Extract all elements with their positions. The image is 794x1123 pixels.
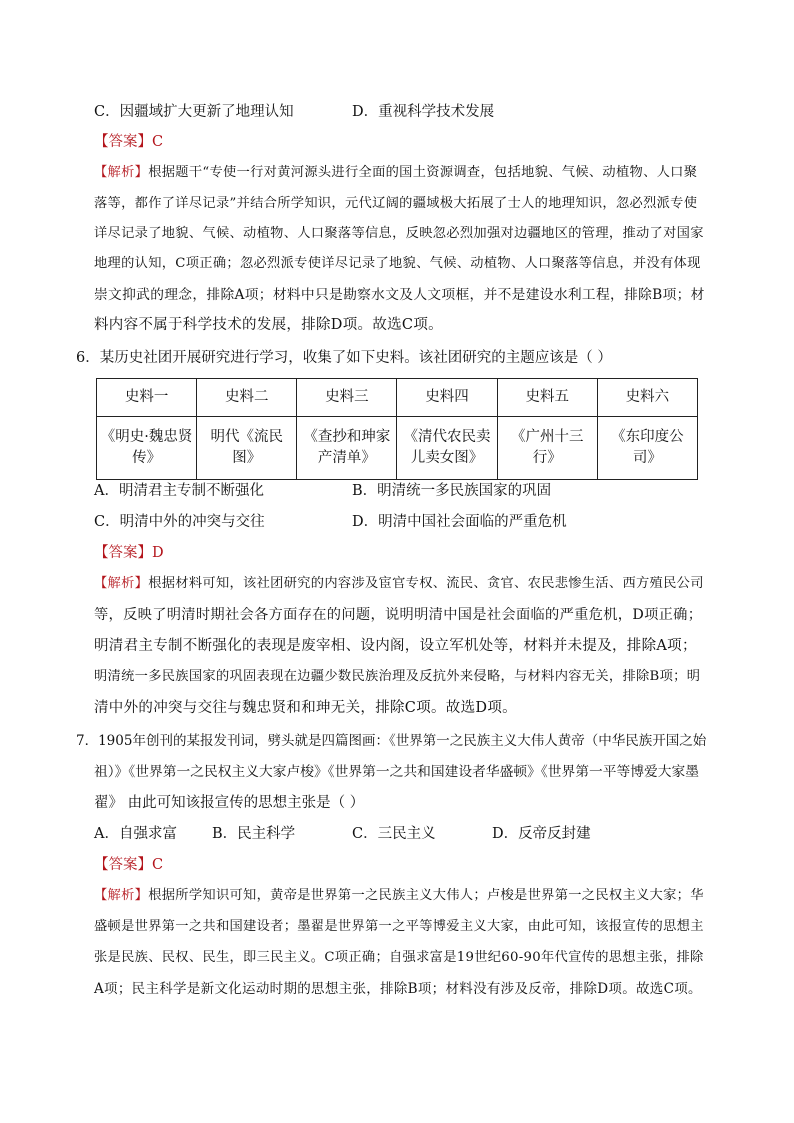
q6-option-c: C．明清中外的冲突与交往 (94, 514, 265, 530)
q6-source-table (96, 378, 698, 480)
table-header-cell: 史料一 (97, 379, 197, 417)
answer-value: D (152, 545, 164, 561)
table-cell: 明代《流民图》 (197, 417, 297, 480)
q6-option-d: D．明清中国社会面临的严重危机 (352, 514, 567, 530)
q5-option-c: C．因疆域扩大更新了地理认知 (94, 104, 294, 120)
q7-analysis-line: 【解析】根据所学知识可知，黄帝是世界第一之民族主义大伟人；卢梭是世界第一之民权主义大家；华 (94, 888, 704, 903)
table-header-row (97, 379, 698, 417)
table-header-cell: 史料五 (497, 379, 597, 417)
table-cell: 《清代农民卖儿卖女图》 (397, 417, 497, 480)
q6-analysis-line: 清中外的冲突与交往与魏忠贤和和珅无关，排除C项。故选D项。 (94, 700, 517, 716)
table-header-cell: 史料三 (297, 379, 397, 417)
q5-analysis-line: 崇文抑武的理念，排除A项；材料中只是勘察水文及人文项框，并不是建设水利工程，排除B项；材 (94, 287, 705, 303)
q7-option-a: A．自强求富 (94, 826, 177, 842)
answer-value: C (152, 134, 164, 150)
q5-analysis-line: 地理的认知，C项正确；忽必烈派专使详尽记录了地貌、气候、动植物、人口聚落等信息，并没有体现 (94, 256, 701, 271)
q5-analysis-line: 【解析】根据题干“专使一行对黄河源头进行全面的国土资源调查，包括地貌、气候、动植物、人口聚 (94, 165, 698, 180)
answer-tag: 【答案】 (94, 545, 152, 561)
table-cell: 《明史·魏忠贤传》 (97, 417, 197, 480)
q7-option-b: B．民主科学 (212, 826, 296, 842)
q7-analysis-line: 张是民族、民权、民生，即三民主义。C项正确；自强求富是19世纪60-90年代宣传的思想主张，排除 (94, 950, 704, 965)
q6-answer (94, 543, 164, 563)
q7-answer (94, 855, 163, 875)
q7-option-c: C．三民主义 (352, 826, 436, 842)
analysis-tag: 【解析】 (94, 888, 149, 903)
q7-stem-line: 祖）》《世界第一之民权主义大家卢梭》《世界第一之共和国建设者华盛顿》《世界第一平等博爱大家墨 (94, 764, 700, 780)
table-header-cell: 史料二 (197, 379, 297, 417)
table-row (97, 417, 698, 480)
q7-stem-line: 7．1905年创刊的某报发刊词，劈头就是四篇图画：《世界第一之民族主义大伟人黄帝（中华民族开国之始 (76, 733, 707, 749)
q7-analysis-line: A项；民主科学是新文化运动时期的思想主张，排除B项；材料没有涉及反帝，排除D项。故选C项。 (94, 981, 702, 997)
q7-option-d: D．反帝反封建 (492, 826, 591, 842)
q6-option-a: A．明清君主专制不断强化 (94, 483, 264, 499)
table-cell: 《查抄和珅家产清单》 (297, 417, 397, 480)
table-cell: 《广州十三行》 (497, 417, 597, 480)
answer-tag: 【答案】 (94, 857, 152, 873)
q6-analysis-line: 明清统一多民族国家的巩固表现在边疆少数民族治理及反抗外来侵略，与材料内容无关，排除B项；明 (94, 669, 701, 684)
table-cell: 《东印度公司》 (597, 417, 697, 480)
q5-analysis-line: 落等，都作了详尽记录”并结合所学知识，元代辽阔的疆域极大拓展了士人的地理知识，忽必烈派专使 (94, 196, 698, 211)
answer-tag: 【答案】 (94, 134, 152, 150)
answer-value: C (152, 857, 164, 873)
q6-stem: 6．某历史社团开展研究进行学习，收集了如下史料。该社团研究的主题应该是（ ） (76, 350, 612, 366)
q7-analysis-line: 盛顿是世界第一之共和国建设者；墨翟是世界第一之平等博爱主义大家，由此可知，该报宣传的思想主 (94, 919, 704, 934)
q5-answer (94, 132, 163, 152)
table-header-cell: 史料六 (597, 379, 697, 417)
q6-option-b: B．明清统一多民族国家的巩固 (352, 483, 552, 499)
q6-analysis-line: 明清君主专制不断强化的表现是废宰相、设内阁，设立军机处等，材料并未提及，排除A项； (94, 638, 697, 654)
q5-analysis-line: 料内容不属于科学技术的发展，排除D项。故选C项。 (94, 317, 443, 333)
analysis-tag: 【解析】 (94, 165, 149, 180)
q5-option-d: D．重视科学技术发展 (352, 104, 495, 120)
q6-analysis-line: 【解析】根据材料可知，该社团研究的内容涉及宦官专权、流民、贪官、农民悲惨生活、西方殖民公司 (94, 576, 704, 591)
q7-stem-line: 翟》 由此可知该报宣传的思想主张是（ ） (94, 795, 365, 811)
table-header-cell: 史料四 (397, 379, 497, 417)
q6-analysis-line: 等，反映了明清时期社会各方面存在的问题，说明明清中国是社会面临的严重危机，D项正确； (94, 607, 703, 623)
analysis-tag: 【解析】 (94, 576, 149, 591)
q5-analysis-line: 详尽记录了地貌、气候、动植物、人口聚落等信息，反映忽必烈加强对边疆地区的管理，推动了对国家 (94, 226, 704, 241)
